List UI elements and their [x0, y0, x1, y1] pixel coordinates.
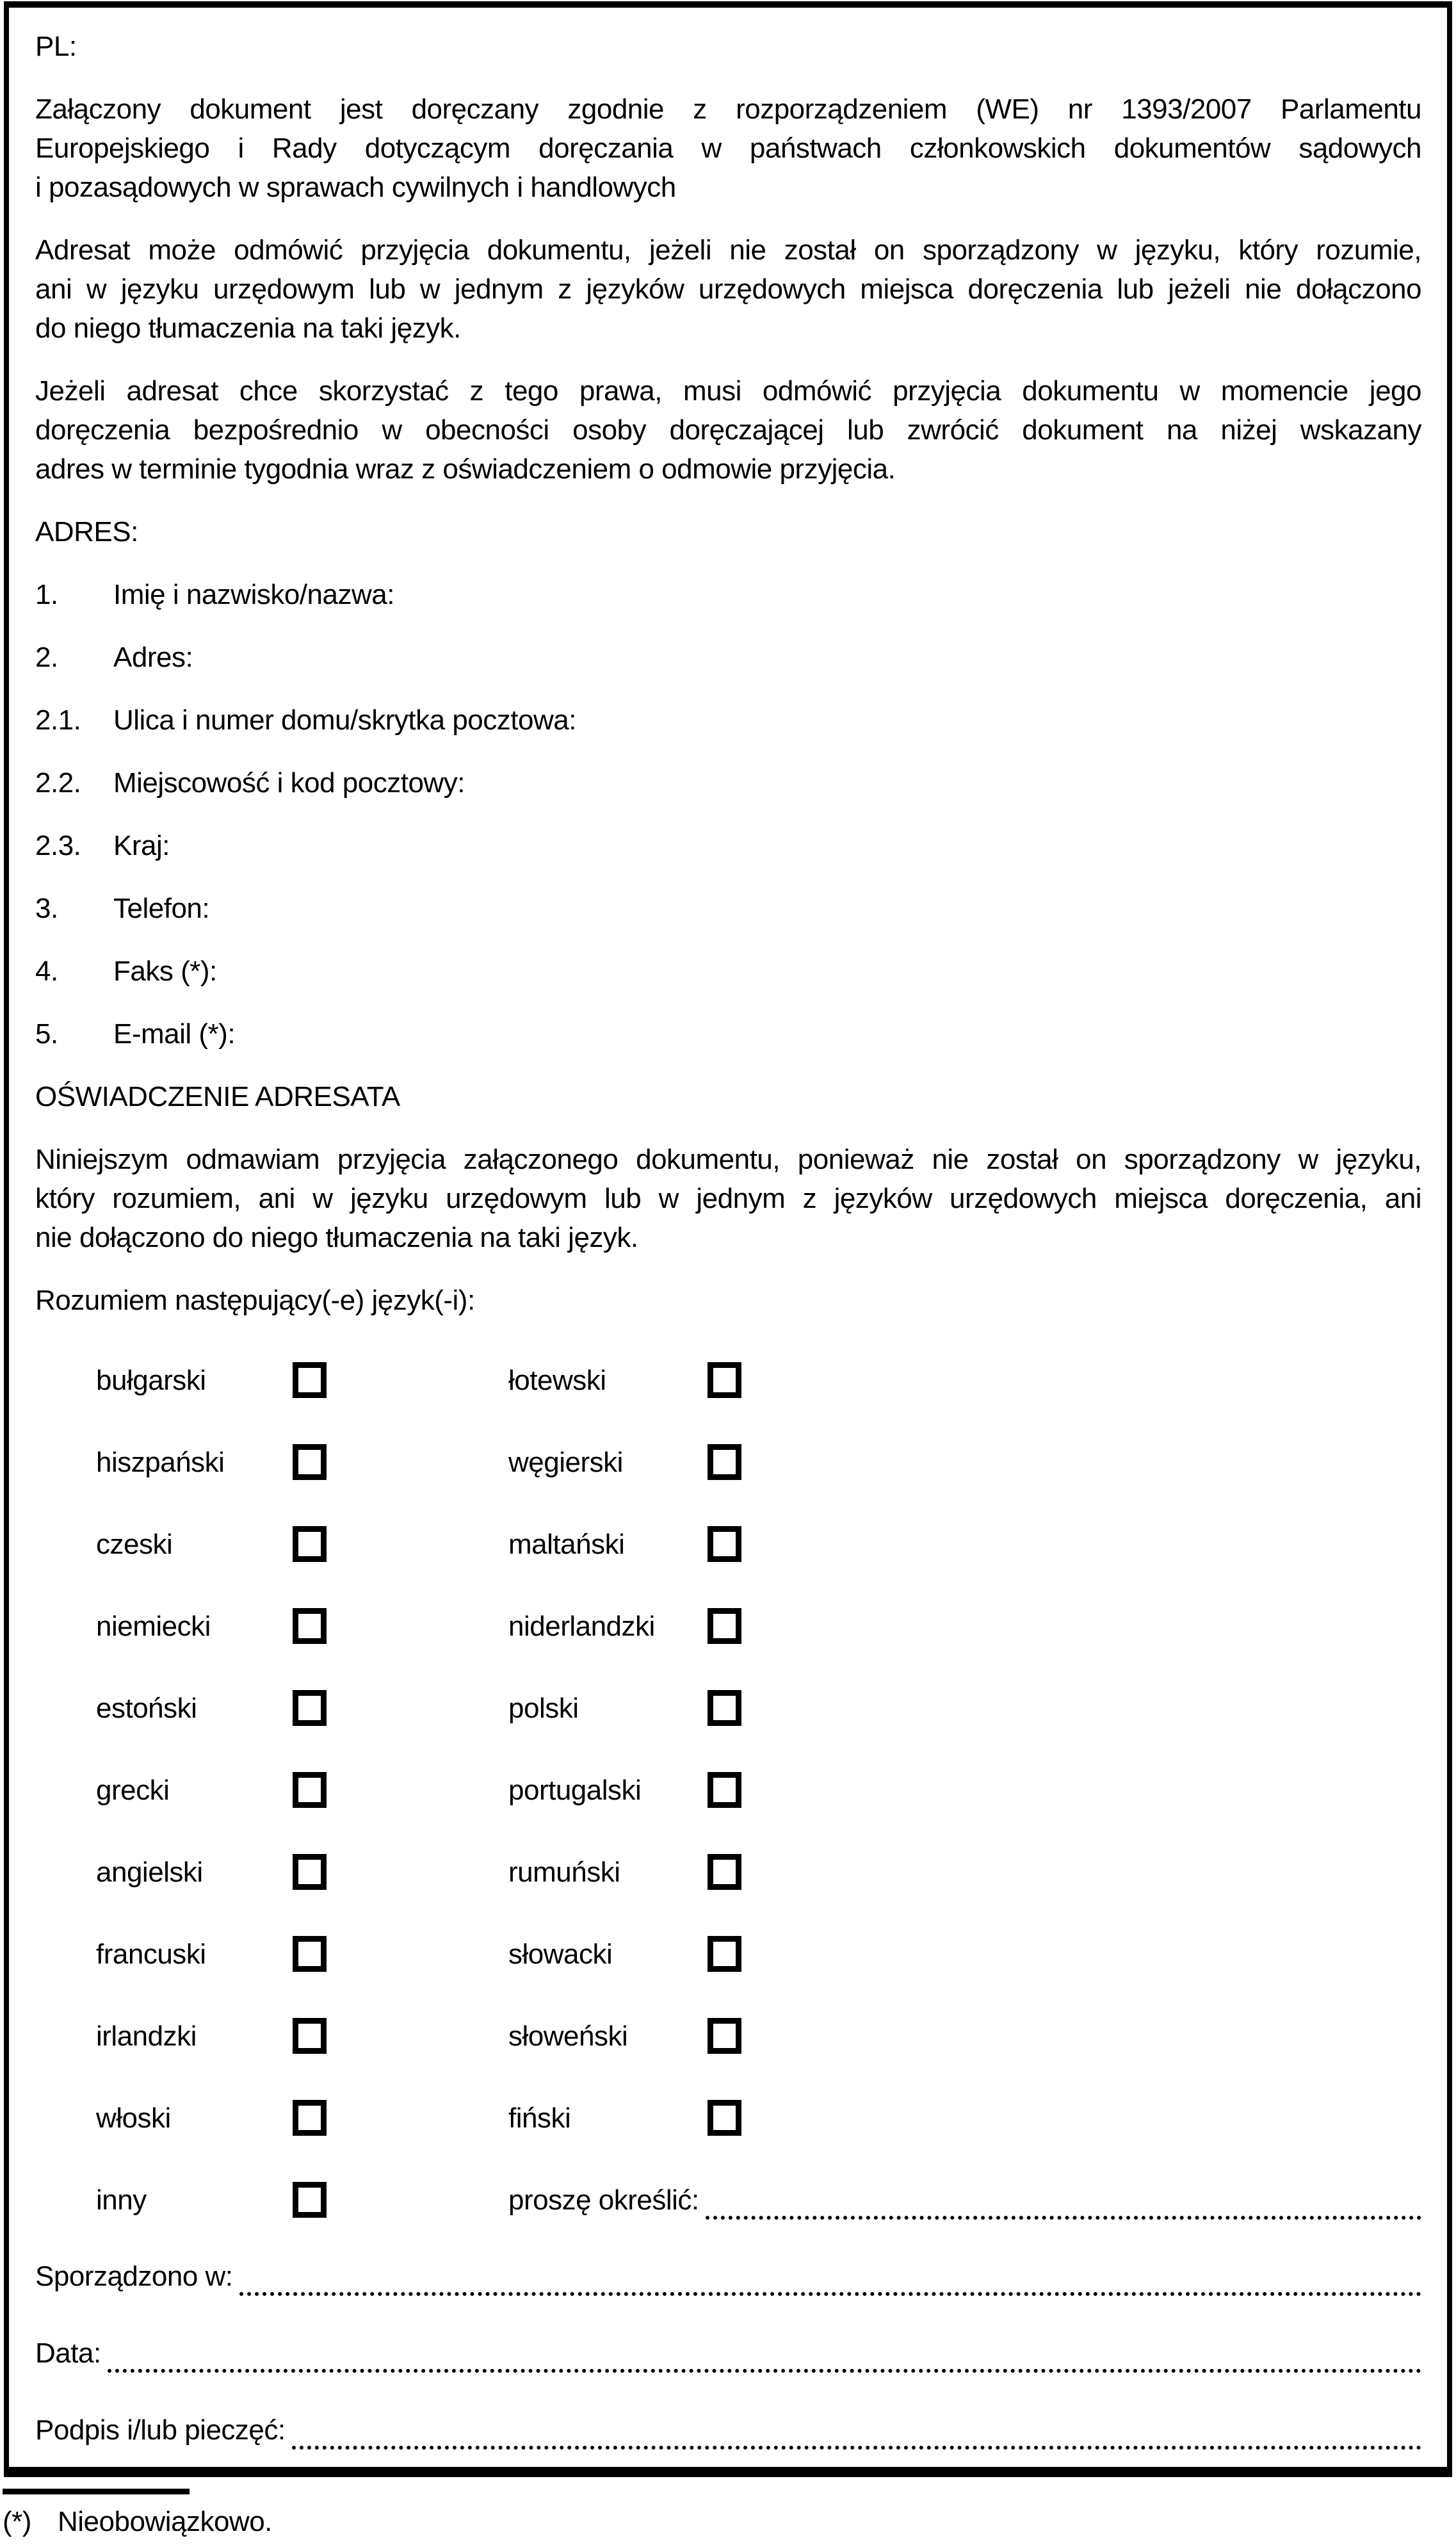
understood-languages-label: Rozumiem następujący(-e) język(-i):: [35, 1285, 475, 1316]
address-item-phone: [35, 889, 1421, 928]
language-checkbox-grid: [96, 1339, 1421, 2241]
paragraph-line: Europejskiego i Rady dotyczącym doręczania w państwach członkowskich dokumentów sądowych: [35, 133, 1421, 164]
checkbox-francuski[interactable]: [293, 1936, 327, 1972]
language-row: [96, 1421, 1421, 1503]
checkbox-irlandzki[interactable]: [293, 2018, 327, 2054]
address-section-title: ADRES:: [35, 516, 138, 548]
address-item-address: [35, 638, 1421, 677]
made-in-label: Sporządzono w:: [35, 2261, 233, 2292]
checkbox-bulgarski[interactable]: [293, 1362, 327, 1398]
checkbox-grecki[interactable]: [293, 1772, 327, 1808]
paragraph-line: doręczenia bezpośrednio w obecności osoby doręczającej lub zwrócić dokument na niżej wskazany: [35, 414, 1421, 446]
item-number: 5.: [35, 1018, 58, 1050]
paragraph-line: ani w języku urzędowym lub w jednym z języków urzędowych miejsca doręczenia lub jeżeli nie dołączono: [35, 273, 1421, 305]
item-number: 1.: [35, 579, 58, 610]
address-item-email: [35, 1014, 1421, 1053]
declaration-paragraph: [35, 1140, 1421, 1257]
checkbox-polski[interactable]: [708, 1690, 741, 1726]
paragraph-line: Niniejszym odmawiam przyjęcia załączonego dokumentu, ponieważ nie został on sporządzony w języku,: [35, 1144, 1421, 1175]
item-label: Imię i nazwisko/nazwa:: [113, 579, 394, 610]
item-number: 2.: [35, 642, 58, 673]
language-row: [96, 1339, 1421, 1421]
language-row: [96, 1995, 1421, 2077]
checkbox-angielski[interactable]: [293, 1854, 327, 1890]
language-label: inny: [96, 2184, 147, 2216]
item-number: 2.3.: [35, 830, 81, 861]
item-label: Miejscowość i kod pocztowy:: [113, 767, 465, 799]
signature-fill-in-line[interactable]: [292, 2412, 1421, 2450]
language-label: węgierski: [508, 1446, 623, 1478]
language-row: [96, 1831, 1421, 1913]
date-label: Data:: [35, 2338, 101, 2369]
language-label: niderlandzki: [508, 1610, 655, 1642]
item-label: Telefon:: [113, 893, 210, 924]
language-label: słoweński: [508, 2020, 628, 2052]
footnote-marker: (*): [3, 2506, 31, 2537]
checkbox-niemiecki[interactable]: [293, 1608, 327, 1644]
language-label: słowacki: [508, 1938, 613, 1970]
checkbox-slowenski[interactable]: [708, 2018, 741, 2054]
paragraph-line: adres w terminie tygodnia wraz z oświadczeniem o odmowie przyjęcia.: [35, 453, 896, 485]
language-label: łotewski: [508, 1364, 606, 1396]
checkbox-hiszpanski[interactable]: [293, 1444, 327, 1480]
language-row: [96, 2077, 1421, 2159]
language-label: estoński: [96, 1692, 197, 1724]
signature-label: Podpis i/lub pieczęć:: [35, 2414, 286, 2446]
checkbox-slowacki[interactable]: [708, 1936, 741, 1972]
checkbox-maltanski[interactable]: [708, 1526, 741, 1562]
footnote-divider: [3, 2489, 190, 2494]
item-label: Ulica i numer domu/skrytka pocztowa:: [113, 704, 576, 736]
intro-paragraph-1: [35, 90, 1421, 207]
language-label: niemiecki: [96, 1610, 211, 1642]
language-label: bułgarski: [96, 1364, 206, 1396]
checkbox-niderlandzki[interactable]: [708, 1608, 741, 1644]
language-label: grecki: [96, 1774, 170, 1806]
scanned-form-page: [0, 1, 1456, 2545]
language-label: angielski: [96, 1856, 203, 1888]
language-label: irlandzki: [96, 2020, 197, 2052]
language-label: fiński: [508, 2102, 571, 2134]
language-label: rumuński: [508, 1856, 620, 1888]
declaration-title: OŚWIADCZENIE ADRESATA: [35, 1081, 400, 1112]
language-row: [96, 1585, 1421, 1667]
made-in-fill-in-line[interactable]: [239, 2259, 1421, 2296]
checkbox-wegierski[interactable]: [708, 1444, 741, 1480]
item-label: Adres:: [113, 642, 193, 673]
address-item-fax: [35, 952, 1421, 991]
checkbox-finski[interactable]: [708, 2100, 741, 2136]
made-in-line: [35, 2257, 1421, 2296]
checkbox-portugalski[interactable]: [708, 1772, 741, 1808]
specify-fill-in-line[interactable]: [706, 2183, 1421, 2220]
item-number: 4.: [35, 955, 58, 987]
address-item-city: [35, 763, 1421, 802]
language-label: maltański: [508, 1528, 625, 1560]
specify-cell: [508, 2181, 1421, 2220]
date-line: [35, 2334, 1421, 2373]
checkbox-lotewski[interactable]: [708, 1362, 741, 1398]
item-label: E-mail (*):: [113, 1018, 236, 1050]
paragraph-line: i pozasądowych w sprawach cywilnych i handlowych: [35, 172, 676, 203]
item-number: 2.1.: [35, 704, 81, 736]
item-number: 2.2.: [35, 767, 81, 799]
language-code: PL:: [35, 31, 77, 62]
language-row: [96, 1749, 1421, 1831]
paragraph-line: nie dołączono do niego tłumaczenia na taki język.: [35, 1222, 638, 1253]
form-border-box: [4, 1, 1452, 2477]
footnote: [3, 2502, 1456, 2541]
item-label: Kraj:: [113, 830, 170, 861]
paragraph-line: Jeżeli adresat chce skorzystać z tego prawa, musi odmówić przyjęcia dokumentu w momencie jego: [35, 375, 1421, 407]
address-item-country: [35, 826, 1421, 865]
language-row-other: [96, 2159, 1421, 2241]
language-row: [96, 1503, 1421, 1585]
item-label: Faks (*):: [113, 955, 217, 987]
language-label: portugalski: [508, 1774, 642, 1806]
paragraph-line: Adresat może odmówić przyjęcia dokumentu, jeżeli nie został on sporządzony w języku, który rozumie,: [35, 234, 1421, 266]
footnote-text: Nieobowiązkowo.: [58, 2506, 272, 2537]
checkbox-estonski[interactable]: [293, 1690, 327, 1726]
checkbox-rumunski[interactable]: [708, 1854, 741, 1890]
intro-paragraph-2: [35, 231, 1421, 348]
checkbox-czeski[interactable]: [293, 1526, 327, 1562]
language-label: francuski: [96, 1938, 206, 1970]
language-label: polski: [508, 1692, 579, 1724]
signature-line: [35, 2411, 1421, 2450]
language-label: włoski: [96, 2102, 171, 2134]
checkbox-wloski[interactable]: [293, 2100, 327, 2136]
language-row: [96, 1667, 1421, 1749]
paragraph-line: Załączony dokument jest doręczany zgodnie z rozporządzeniem (WE) nr 1393/2007 Parlamentu: [35, 94, 1421, 125]
paragraph-line: który rozumiem, ani w języku urzędowym lub w jednym z języków urzędowych miejsca doręczenia, ani: [35, 1183, 1421, 1214]
checkbox-inny[interactable]: [293, 2182, 327, 2218]
language-label: hiszpański: [96, 1446, 225, 1478]
language-label: czeski: [96, 1528, 173, 1560]
address-item-street: [35, 701, 1421, 740]
address-item-name: [35, 575, 1421, 614]
paragraph-line: do niego tłumaczenia na taki język.: [35, 313, 461, 344]
language-row: [96, 1913, 1421, 1995]
item-number: 3.: [35, 893, 58, 924]
date-fill-in-line[interactable]: [108, 2336, 1421, 2373]
intro-paragraph-3: [35, 371, 1421, 489]
specify-label: proszę określić:: [508, 2184, 699, 2216]
